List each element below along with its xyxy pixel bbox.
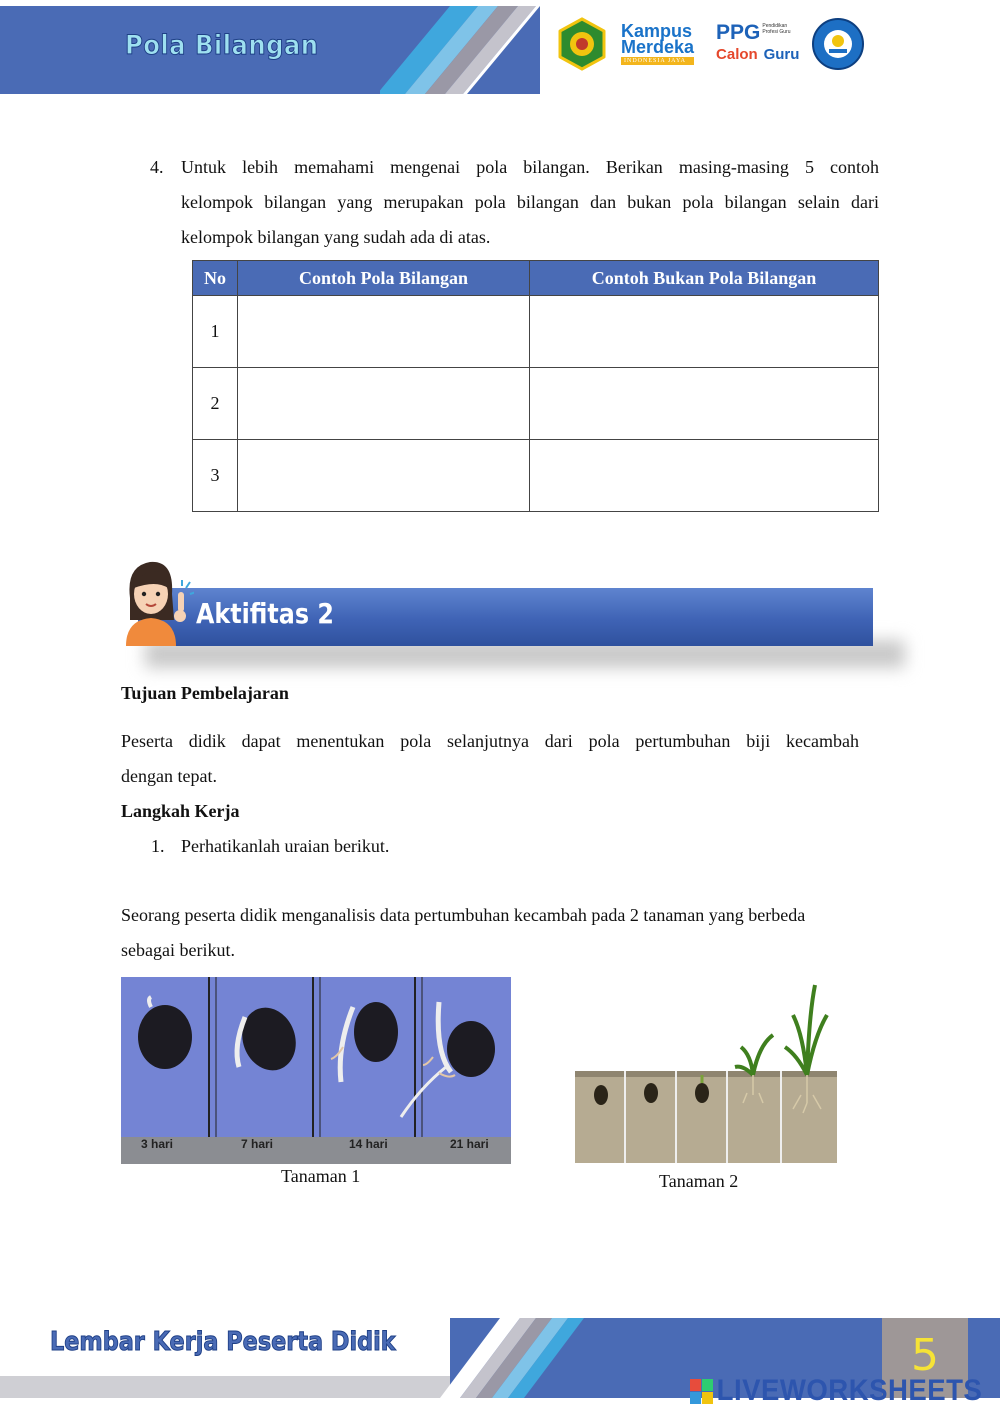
university-logo-icon [555,17,609,71]
pola-answer-cell[interactable] [238,368,530,440]
day-label: 3 hari [141,1137,174,1151]
bukan-pola-answer-cell[interactable] [530,368,879,440]
day-label: 14 hari [349,1137,388,1151]
kampus-text: Kampus [621,21,693,41]
header-no: No [193,261,238,296]
ppg-logo [716,23,799,65]
question-line-3: kelompok bilangan yang sudah ada di atas. [181,227,491,247]
plant2-growth-icon [575,975,837,1165]
seed-germination-icon [121,977,511,1164]
question-line-2: kelompok bilangan yang merupakan pola bilangan dan bukan pola bilangan selain dari [181,192,879,212]
ppg-text: PPG [716,21,761,44]
plant1-photo [121,977,511,1164]
kemendikbud-logo-icon [811,17,865,71]
question-line-1: Untuk lebih memahami mengenai pola bilangan. Berikan masing-masing 5 contoh [181,157,879,177]
langkah-heading: Langkah Kerja [121,801,240,821]
bukan-pola-answer-cell[interactable] [530,296,879,368]
tujuan-line-1: Peserta didik dapat menentukan pola selanjutnya dari pola pertumbuhan biji kecambah [121,731,859,751]
tujuan-heading: Tujuan Pembelajaran [121,683,289,703]
ppg-small-text: Pendidikan Profesi Guru [762,23,791,35]
banner-title: Aktifitas 2 [196,597,334,630]
step-text: Perhatikanlah uraian berikut. [181,836,390,856]
row-number: 1 [193,296,238,368]
table-row [193,440,879,512]
calon-text: Calon [716,46,758,63]
tujuan-line-2: dengan tepat. [121,766,217,786]
answer-table [192,260,879,512]
intro-line-1: Seorang peserta didik menganalisis data pertumbuhan kecambah pada 2 tanaman yang berbeda [121,905,806,925]
liveworksheets-text: LIVEWORKSHEETS [716,1374,983,1407]
guru-text: Guru [763,46,800,63]
page-number: 5 [911,1330,939,1381]
row-number: 2 [193,368,238,440]
header-logos [555,14,865,74]
footer-stripes [440,1318,600,1398]
question-number: 4. [150,157,164,177]
header-title: Pola Bilangan [125,30,319,61]
footer-title: Lembar Kerja Peserta Didik [50,1327,396,1357]
intro-line-2: sebagai berikut. [121,940,235,960]
header-bukan-pola: Contoh Bukan Pola Bilangan [530,261,879,296]
header-stripes [380,6,540,94]
girl-character-icon [120,558,194,646]
table-row [193,296,879,368]
bukan-pola-answer-cell[interactable] [530,440,879,512]
liveworksheets-brand[interactable] [690,1374,982,1408]
plant2-caption: Tanaman 2 [659,1171,739,1191]
step-number: 1. [151,836,165,856]
day-label: 7 hari [241,1137,274,1151]
liveworksheets-logo-icon [690,1379,713,1404]
table-row [193,368,879,440]
pola-answer-cell[interactable] [238,296,530,368]
kampus-sub-text: INDONESIA JAYA [621,57,694,65]
plant1-caption: Tanaman 1 [281,1166,361,1186]
merdeka-text: Merdeka [621,37,695,57]
row-number: 3 [193,440,238,512]
kampus-merdeka-logo [621,23,694,65]
pola-answer-cell[interactable] [238,440,530,512]
table-header-row [193,261,879,296]
day-label: 21 hari [450,1137,489,1151]
header-pola: Contoh Pola Bilangan [238,261,530,296]
